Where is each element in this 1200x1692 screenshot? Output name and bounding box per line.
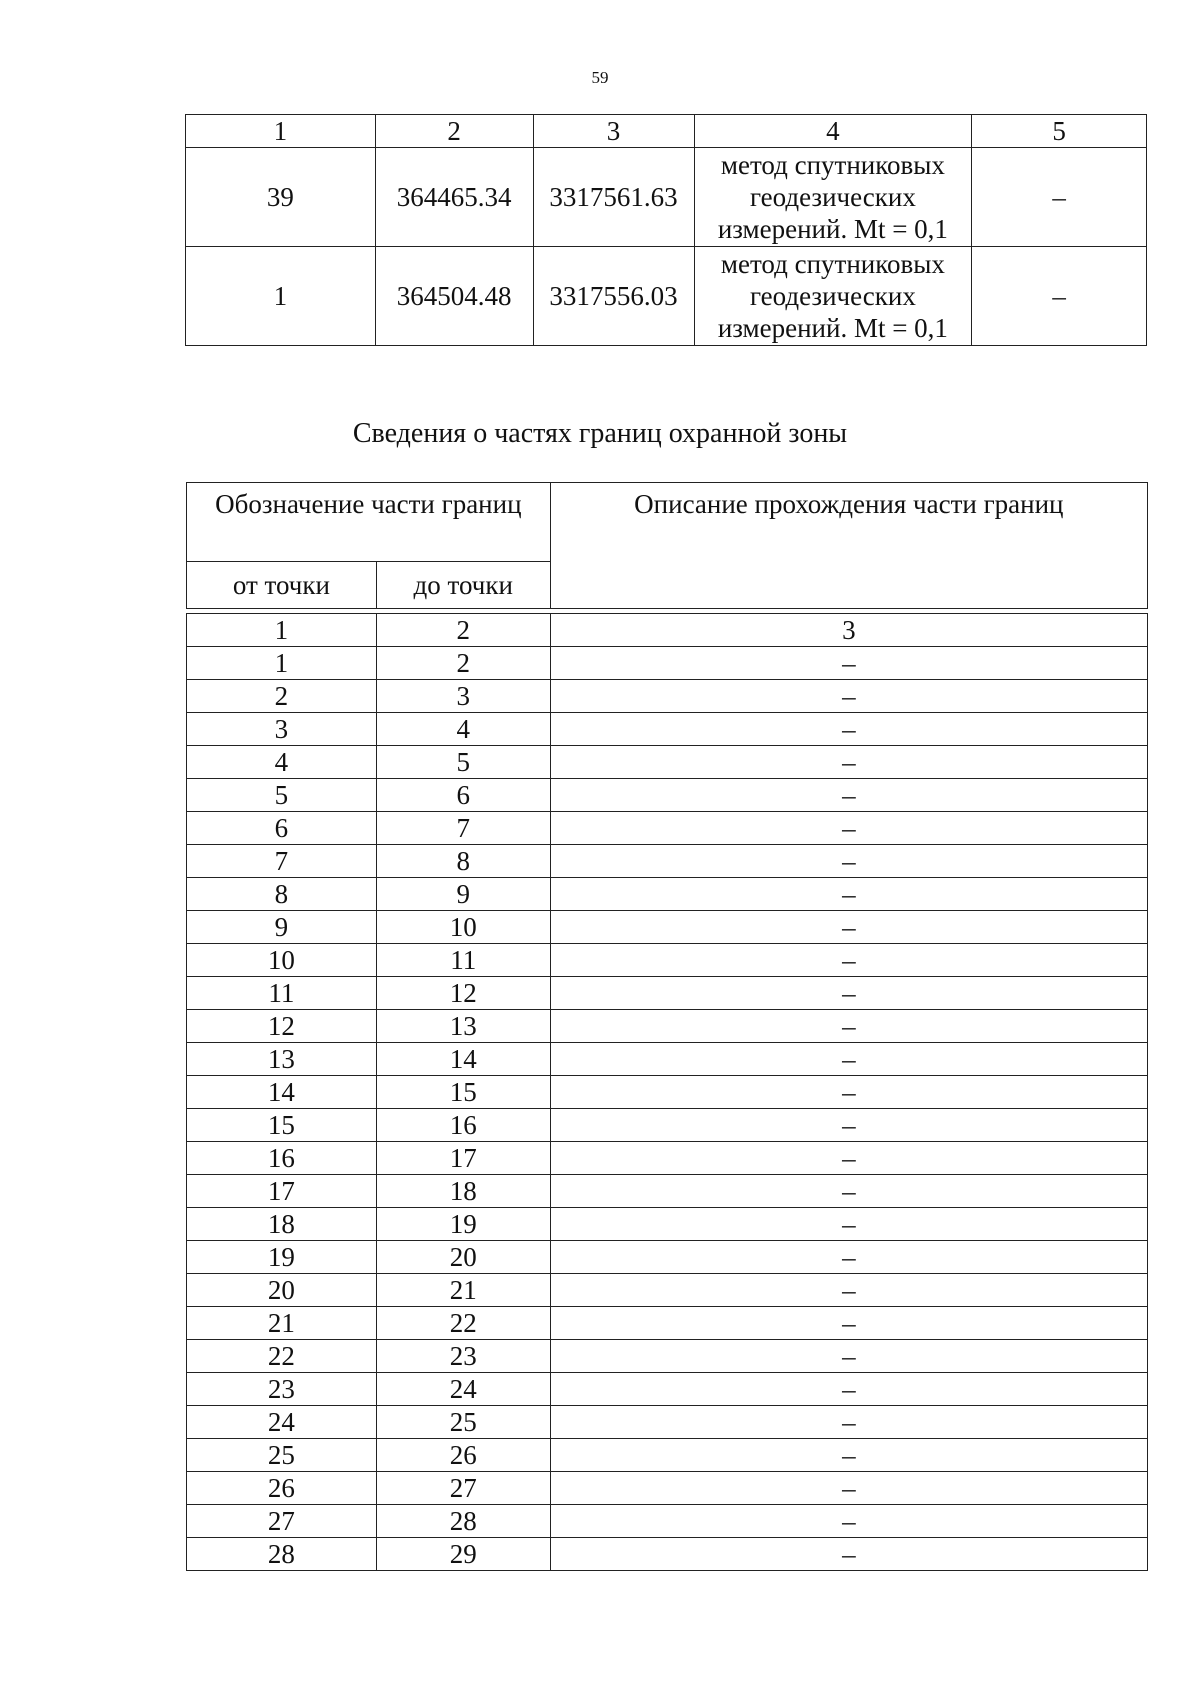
- to-point-cell: 25: [376, 1406, 550, 1439]
- from-point-cell: 4: [187, 746, 377, 779]
- note-cell: –: [972, 148, 1147, 247]
- table-row: [187, 1406, 1148, 1439]
- table-row: [187, 746, 1148, 779]
- coordinate-y: 3317561.63: [533, 148, 694, 247]
- page-number: 59: [591, 68, 609, 87]
- from-point-cell: 9: [187, 911, 377, 944]
- description-cell: –: [550, 779, 1147, 812]
- column-number: 4: [694, 115, 972, 148]
- description-cell: –: [550, 911, 1147, 944]
- from-point-cell: 27: [187, 1505, 377, 1538]
- description-cell: –: [550, 1076, 1147, 1109]
- method-cell: [694, 148, 972, 247]
- description-cell: –: [550, 1208, 1147, 1241]
- table-row: [187, 1109, 1148, 1142]
- column-number: 1: [187, 614, 377, 647]
- description-cell: –: [550, 1472, 1147, 1505]
- description-cell: –: [550, 1175, 1147, 1208]
- description-cell: –: [550, 812, 1147, 845]
- description-cell: –: [550, 647, 1147, 680]
- description-cell: –: [550, 1439, 1147, 1472]
- to-point-cell: 10: [376, 911, 550, 944]
- column-number: 3: [533, 115, 694, 148]
- table-row: [187, 944, 1148, 977]
- table-row: [187, 1538, 1148, 1571]
- note-cell: –: [972, 247, 1147, 346]
- description-cell: –: [550, 977, 1147, 1010]
- description-cell: –: [550, 1109, 1147, 1142]
- to-point-cell: 29: [376, 1538, 550, 1571]
- description-cell: –: [550, 1406, 1147, 1439]
- point-number: 39: [186, 148, 376, 247]
- coordinate-x: 364465.34: [375, 148, 533, 247]
- from-point-cell: 5: [187, 779, 377, 812]
- to-point-cell: 13: [376, 1010, 550, 1043]
- column-number: 1: [186, 115, 376, 148]
- to-point-cell: 4: [376, 713, 550, 746]
- column-number: 3: [550, 614, 1147, 647]
- header-designation: Обозначение части границ: [187, 483, 551, 562]
- to-point-cell: 3: [376, 680, 550, 713]
- column-number-row: [187, 614, 1148, 647]
- to-point-cell: 19: [376, 1208, 550, 1241]
- to-point-cell: 26: [376, 1439, 550, 1472]
- method-line: измерений. Mt = 0,1: [717, 214, 948, 244]
- to-point-cell: 21: [376, 1274, 550, 1307]
- table-row: [187, 713, 1148, 746]
- column-number: 5: [972, 115, 1147, 148]
- from-point-cell: 3: [187, 713, 377, 746]
- to-point-cell: 6: [376, 779, 550, 812]
- table-row: [187, 1274, 1148, 1307]
- to-point-cell: 2: [376, 647, 550, 680]
- table-row: [187, 1505, 1148, 1538]
- to-point-cell: 17: [376, 1142, 550, 1175]
- section-title: Сведения о частях границ охранной зоны: [352, 418, 848, 449]
- header-from-point: от точки: [187, 562, 377, 609]
- from-point-cell: 23: [187, 1373, 377, 1406]
- description-cell: –: [550, 1538, 1147, 1571]
- table-row: [187, 1340, 1148, 1373]
- coordinates-table: [185, 114, 1147, 346]
- from-point-cell: 6: [187, 812, 377, 845]
- table-row: [187, 1142, 1148, 1175]
- to-point-cell: 11: [376, 944, 550, 977]
- description-cell: –: [550, 713, 1147, 746]
- to-point-cell: 9: [376, 878, 550, 911]
- description-cell: –: [550, 1241, 1147, 1274]
- table-row: [187, 680, 1148, 713]
- from-point-cell: 26: [187, 1472, 377, 1505]
- method-line: метод спутниковых: [720, 249, 945, 279]
- point-number: 1: [186, 247, 376, 346]
- method-line: геодезических: [749, 281, 916, 311]
- column-number: 2: [375, 115, 533, 148]
- description-cell: –: [550, 845, 1147, 878]
- table-row: [187, 779, 1148, 812]
- coordinate-x: 364504.48: [375, 247, 533, 346]
- to-point-cell: 27: [376, 1472, 550, 1505]
- table-row: [187, 812, 1148, 845]
- table-row: [187, 1472, 1148, 1505]
- method-cell: [694, 247, 972, 346]
- table-row: [187, 1439, 1148, 1472]
- table-row: [187, 1208, 1148, 1241]
- description-cell: –: [550, 746, 1147, 779]
- header-description: Описание прохождения части границ: [550, 483, 1147, 609]
- from-point-cell: 17: [187, 1175, 377, 1208]
- to-point-cell: 14: [376, 1043, 550, 1076]
- column-number-row: [186, 115, 1147, 148]
- to-point-cell: 20: [376, 1241, 550, 1274]
- table-row: [186, 148, 1147, 247]
- description-cell: –: [550, 1274, 1147, 1307]
- from-point-cell: 1: [187, 647, 377, 680]
- to-point-cell: 7: [376, 812, 550, 845]
- table-row: [187, 878, 1148, 911]
- from-point-cell: 18: [187, 1208, 377, 1241]
- header-to-point: до точки: [376, 562, 550, 609]
- from-point-cell: 19: [187, 1241, 377, 1274]
- from-point-cell: 12: [187, 1010, 377, 1043]
- from-point-cell: 25: [187, 1439, 377, 1472]
- from-point-cell: 20: [187, 1274, 377, 1307]
- from-point-cell: 10: [187, 944, 377, 977]
- to-point-cell: 24: [376, 1373, 550, 1406]
- table-row: [187, 977, 1148, 1010]
- description-cell: –: [550, 1505, 1147, 1538]
- from-point-cell: 28: [187, 1538, 377, 1571]
- from-point-cell: 14: [187, 1076, 377, 1109]
- to-point-cell: 16: [376, 1109, 550, 1142]
- boundary-parts-table: [186, 482, 1148, 1571]
- from-point-cell: 7: [187, 845, 377, 878]
- description-cell: –: [550, 1043, 1147, 1076]
- from-point-cell: 15: [187, 1109, 377, 1142]
- from-point-cell: 8: [187, 878, 377, 911]
- from-point-cell: 16: [187, 1142, 377, 1175]
- description-cell: –: [550, 1373, 1147, 1406]
- to-point-cell: 8: [376, 845, 550, 878]
- to-point-cell: 5: [376, 746, 550, 779]
- to-point-cell: 22: [376, 1307, 550, 1340]
- to-point-cell: 23: [376, 1340, 550, 1373]
- table-row: [187, 647, 1148, 680]
- header-row: [187, 483, 1148, 562]
- description-cell: –: [550, 680, 1147, 713]
- from-point-cell: 22: [187, 1340, 377, 1373]
- table-row: [187, 1241, 1148, 1274]
- from-point-cell: 2: [187, 680, 377, 713]
- from-point-cell: 24: [187, 1406, 377, 1439]
- description-cell: –: [550, 1340, 1147, 1373]
- table-row: [187, 1076, 1148, 1109]
- description-cell: –: [550, 878, 1147, 911]
- to-point-cell: 12: [376, 977, 550, 1010]
- method-line: метод спутниковых: [720, 150, 945, 180]
- table-row: [187, 1175, 1148, 1208]
- from-point-cell: 21: [187, 1307, 377, 1340]
- table-row: [186, 247, 1147, 346]
- description-cell: –: [550, 1142, 1147, 1175]
- table-row: [187, 1010, 1148, 1043]
- to-point-cell: 18: [376, 1175, 550, 1208]
- table-row: [187, 845, 1148, 878]
- table-row: [187, 1373, 1148, 1406]
- description-cell: –: [550, 1010, 1147, 1043]
- from-point-cell: 11: [187, 977, 377, 1010]
- from-point-cell: 13: [187, 1043, 377, 1076]
- parts-table-body: [187, 647, 1148, 1571]
- method-line: геодезических: [749, 182, 916, 212]
- table-row: [187, 911, 1148, 944]
- table-row: [187, 1307, 1148, 1340]
- column-number: 2: [376, 614, 550, 647]
- table-row: [187, 1043, 1148, 1076]
- description-cell: –: [550, 1307, 1147, 1340]
- to-point-cell: 28: [376, 1505, 550, 1538]
- to-point-cell: 15: [376, 1076, 550, 1109]
- method-line: измерений. Mt = 0,1: [717, 313, 948, 343]
- description-cell: –: [550, 944, 1147, 977]
- coordinate-y: 3317556.03: [533, 247, 694, 346]
